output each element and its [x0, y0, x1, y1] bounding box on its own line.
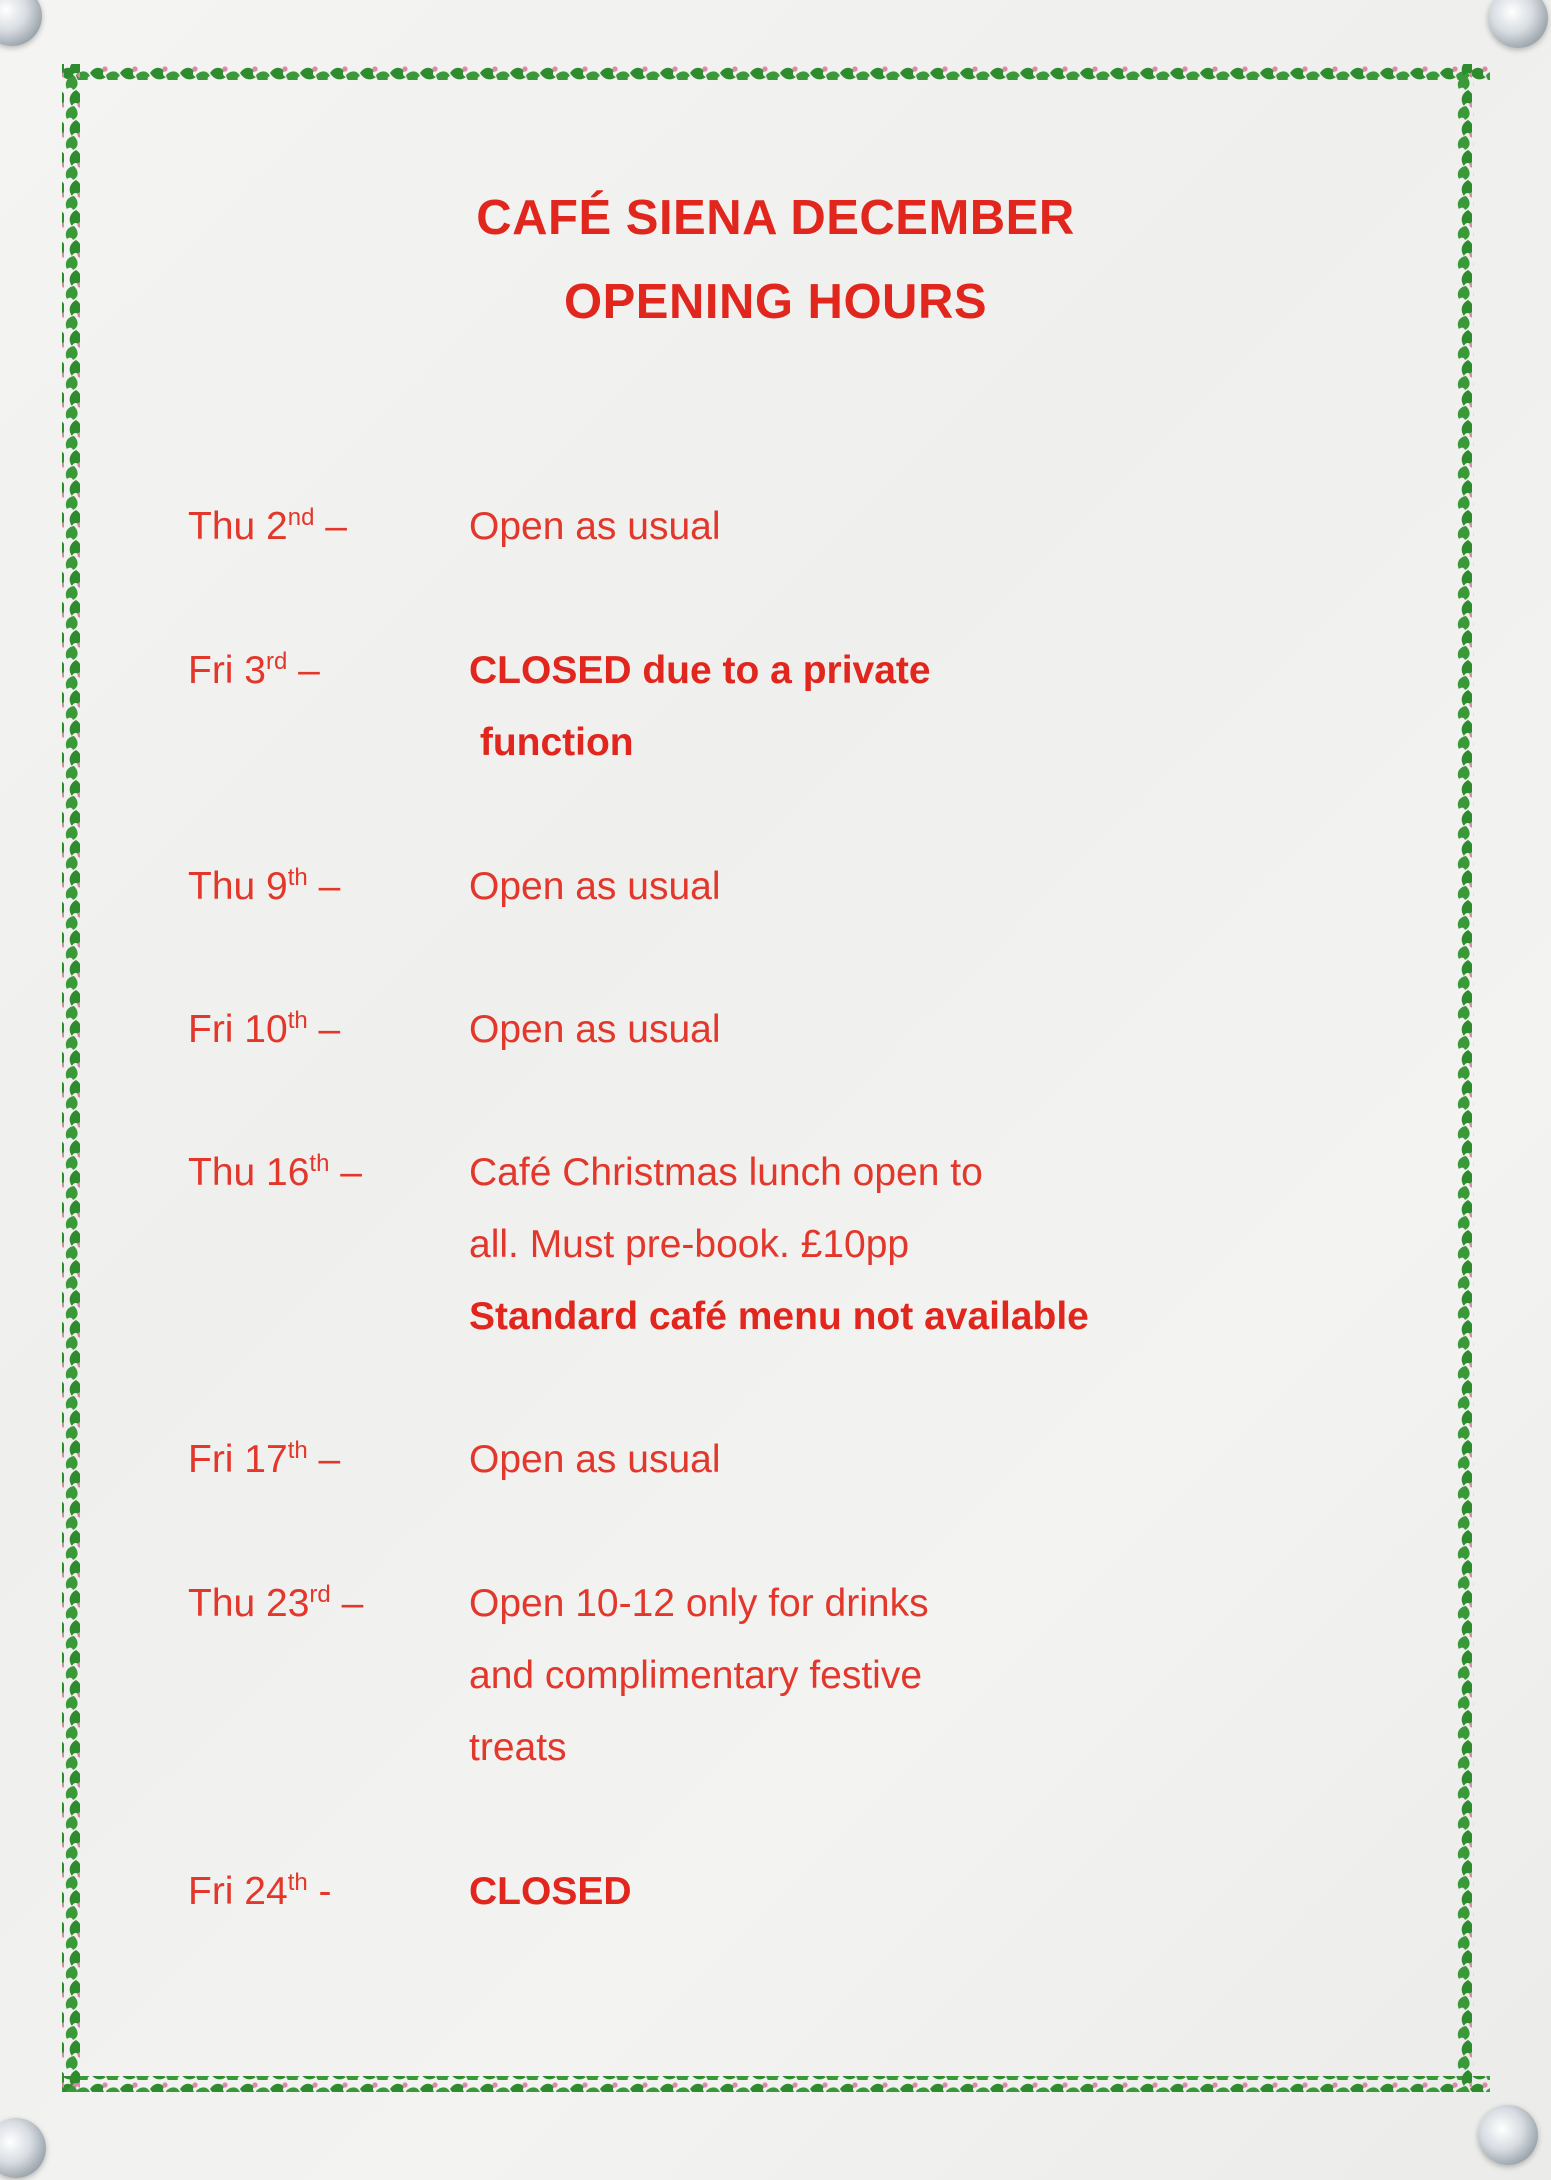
entry-date	[188, 1582, 363, 1626]
entry-description-line: CLOSED	[469, 1870, 632, 1913]
entry-description-line: Open as usual	[469, 505, 721, 548]
entry-day-suffix: th	[287, 1437, 308, 1464]
entry-day-suffix: th	[287, 1007, 308, 1034]
entry-description-line: CLOSED due to a private	[469, 649, 931, 692]
entry-dash: -	[307, 1870, 332, 1913]
entry-date	[188, 1438, 340, 1482]
entry-day: Thu 2	[188, 505, 288, 548]
entry-day: Thu 9	[188, 865, 288, 908]
title-line-2: OPENING HOURS	[563, 275, 988, 329]
entry-day-suffix: th	[309, 1150, 330, 1177]
entry-dash: –	[314, 505, 347, 548]
entry-day-suffix: th	[287, 1869, 308, 1896]
entry-dash: –	[307, 1008, 341, 1051]
entry-dash: –	[330, 1582, 364, 1625]
entry-day: Fri 24	[188, 1870, 288, 1913]
title-line-1: CAFÉ SIENA DECEMBER	[476, 191, 1075, 245]
entry-day-suffix: nd	[287, 504, 315, 531]
entry-day: Fri 17	[188, 1438, 288, 1481]
entry-description-line: Standard café menu not available	[469, 1295, 1089, 1338]
entry-description-line: and complimentary festive	[469, 1654, 923, 1697]
entry-date	[188, 1151, 362, 1195]
entry-description-line: Open 10-12 only for drinks	[469, 1582, 929, 1625]
entry-description-line: Café Christmas lunch open to	[469, 1151, 983, 1194]
entry-dash: –	[307, 865, 341, 908]
entry-description-line: treats	[469, 1726, 567, 1769]
entry-date	[188, 1008, 340, 1052]
entry-day-suffix: rd	[266, 648, 288, 675]
entry-day-suffix: th	[287, 864, 308, 891]
entry-description-line: Open as usual	[469, 1438, 721, 1481]
entry-dash: –	[287, 649, 320, 692]
entry-day: Fri 10	[188, 1008, 288, 1051]
entry-day: Fri 3	[188, 649, 266, 692]
entry-date	[188, 1870, 332, 1914]
entry-description-line: Open as usual	[469, 1008, 721, 1051]
entry-dash: –	[329, 1151, 362, 1194]
entry-description-line: all. Must pre-book. £10pp	[469, 1223, 910, 1266]
entry-description-line: Open as usual	[469, 865, 721, 908]
entry-date	[188, 649, 320, 693]
entry-date	[188, 865, 340, 909]
pin-bottom-right	[1478, 2105, 1538, 2165]
entry-day: Thu 23	[188, 1582, 310, 1625]
entry-day: Thu 16	[188, 1151, 310, 1194]
entry-dash: –	[307, 1438, 341, 1481]
entry-date	[188, 505, 347, 549]
entry-day-suffix: rd	[309, 1581, 331, 1608]
entry-description-line: function	[469, 721, 634, 764]
